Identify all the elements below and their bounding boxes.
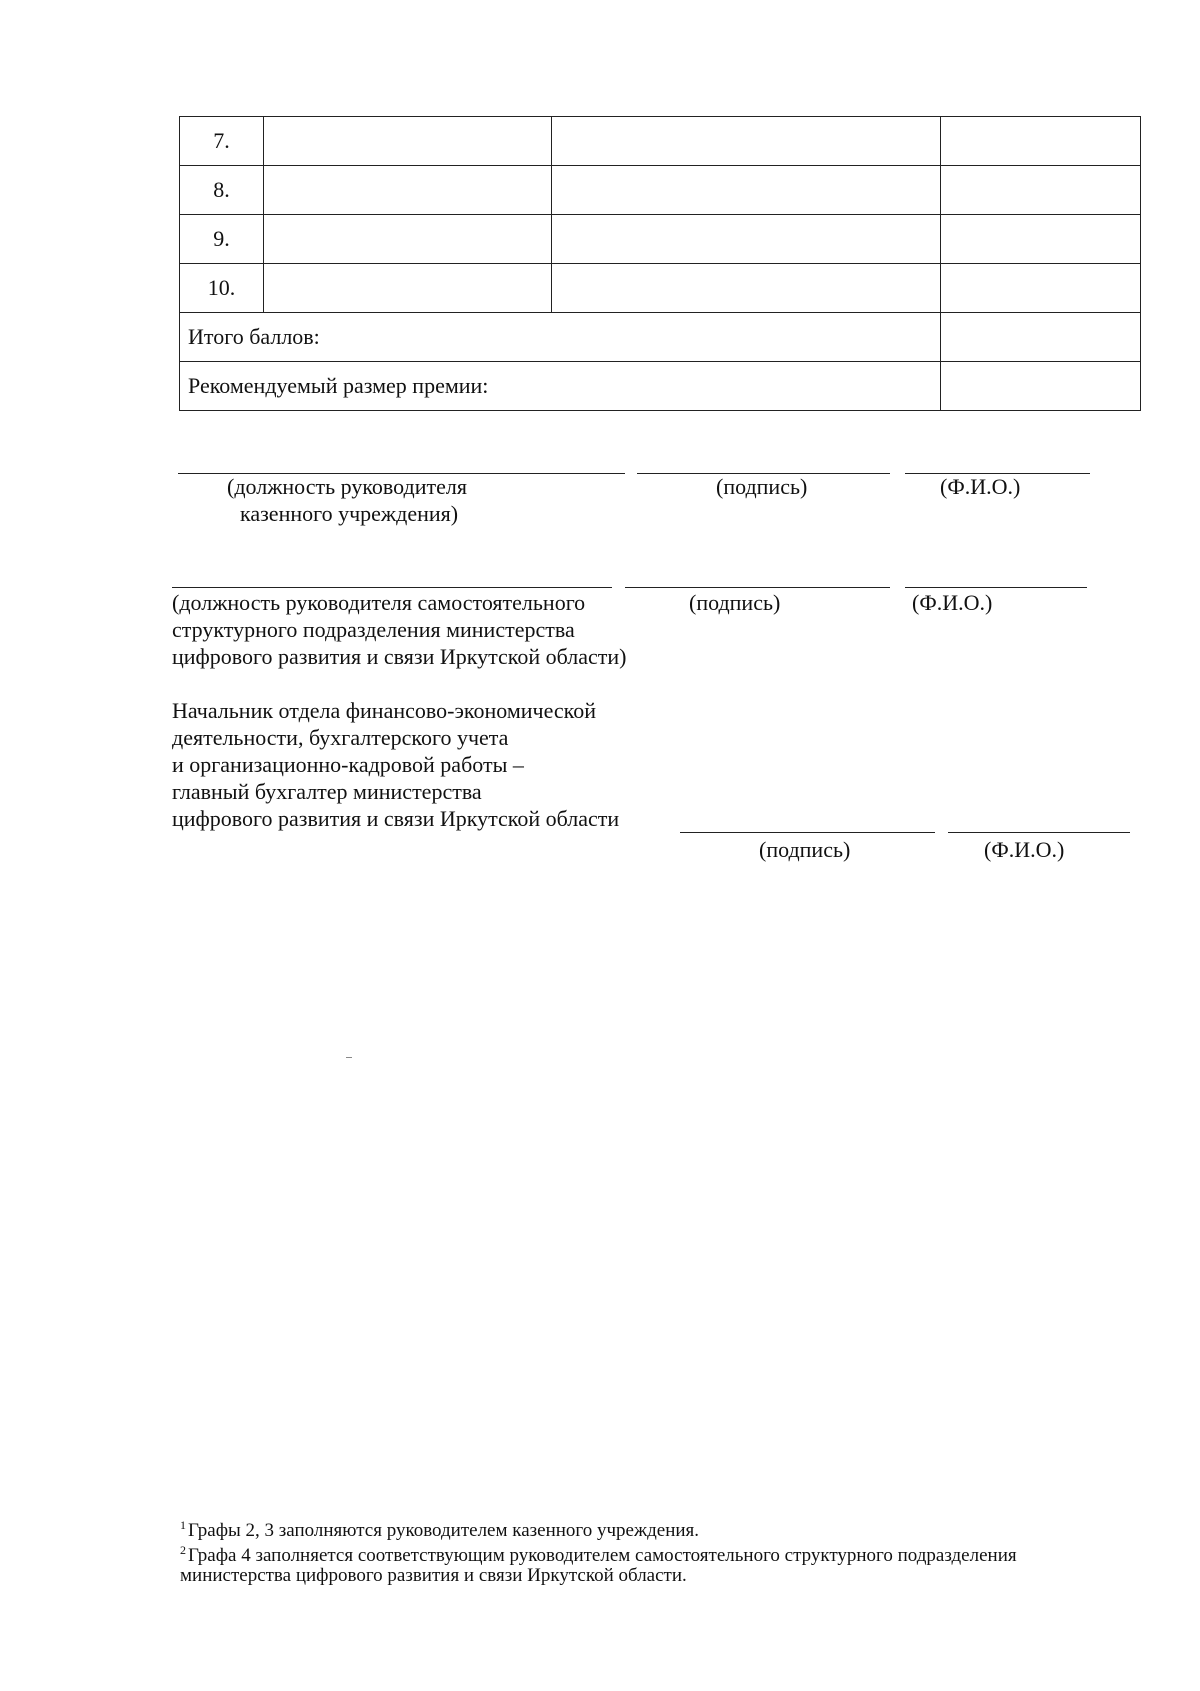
bonus-label: Рекомендуемый размер премии: [180, 362, 941, 411]
footnote-text: Графа 4 заполняется соответствующим руководителем самостоятельного структурного подразделения [188, 1545, 1017, 1566]
fio-line [948, 832, 1130, 833]
signature-caption: (подпись) [759, 837, 851, 862]
row-number: 8. [180, 166, 264, 215]
total-label: Итого баллов: [180, 313, 941, 362]
fio-caption: (Ф.И.О.) [940, 474, 1021, 499]
table-row [180, 117, 1141, 166]
footnote-mark: 1 [180, 1518, 186, 1532]
table-cell [264, 117, 552, 166]
table-cell [264, 264, 552, 313]
table-cell [552, 166, 941, 215]
signature-caption: (подпись) [689, 590, 781, 615]
row-number: 10. [180, 264, 264, 313]
position-caption: (должность руководителя самостоятельного [172, 590, 586, 615]
chief-accountant-title: и организационно-кадровой работы – [172, 752, 524, 777]
row-number: 7. [180, 117, 264, 166]
chief-accountant-title: Начальник отдела финансово-экономической [172, 698, 596, 723]
signature-line [680, 832, 935, 833]
table-cell [941, 264, 1141, 313]
table-row [180, 166, 1141, 215]
bonus-value-cell [941, 362, 1141, 411]
table-cell [552, 264, 941, 313]
table-cell [941, 215, 1141, 264]
fio-caption: (Ф.И.О.) [984, 837, 1065, 862]
table-cell [552, 215, 941, 264]
chief-accountant-title: цифрового развития и связи Иркутской области [172, 806, 620, 831]
table-cell [552, 117, 941, 166]
position-line [172, 587, 612, 588]
fio-caption: (Ф.И.О.) [912, 590, 993, 615]
footnote-mark: 2 [180, 1543, 186, 1557]
table-cell [264, 166, 552, 215]
bonus-row [180, 362, 1141, 411]
chief-accountant-title: главный бухгалтер министерства [172, 779, 482, 804]
position-caption: (должность руководителя [227, 474, 467, 499]
footnote-2-continuation: министерства цифрового развития и связи Иркутской области. [180, 1565, 687, 1586]
position-caption: казенного учреждения) [240, 501, 459, 526]
footnote-text: Графы 2, 3 заполняются руководителем казенного учреждения. [188, 1520, 700, 1541]
scan-mark [346, 1057, 352, 1058]
table-cell [941, 166, 1141, 215]
signature-caption: (подпись) [716, 474, 808, 499]
fio-line [905, 587, 1087, 588]
position-caption: структурного подразделения министерства [172, 617, 575, 642]
evaluation-table [179, 116, 1141, 411]
table-cell [264, 215, 552, 264]
chief-accountant-title: деятельности, бухгалтерского учета [172, 725, 509, 750]
total-row [180, 313, 1141, 362]
position-caption: цифрового развития и связи Иркутской области) [172, 644, 627, 669]
row-number: 9. [180, 215, 264, 264]
table-row [180, 264, 1141, 313]
table-cell [941, 117, 1141, 166]
signature-line [625, 587, 890, 588]
table-row [180, 215, 1141, 264]
total-value-cell [941, 313, 1141, 362]
